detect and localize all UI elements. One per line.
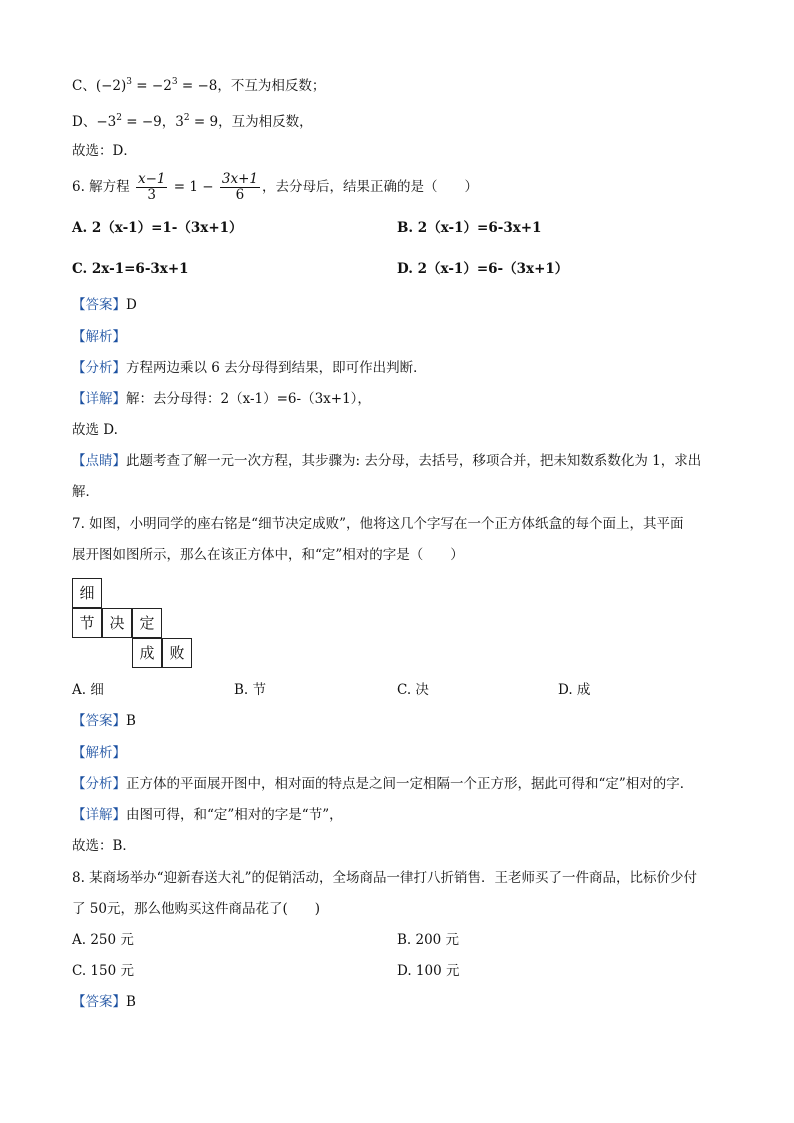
xiangjie-tag: 【详解】 [72,807,126,823]
answer-tag: 【答案】 [72,297,126,313]
dianjing-6 [72,451,701,471]
choose-line: 故选：D． [72,143,137,159]
cube-net-figure [72,578,194,668]
numerator: 3x+1 [221,171,258,187]
question-7-line2: 展开图如图所示，那么在该正方体中，和“定”相对的字是（ ） [72,547,464,563]
question-8-line1: 8. 某商场举办“迎新春送大礼”的促销活动，全场商品一律打八折销售．王老师买了一件商品，比标价少付 [72,870,697,886]
question-8-line2: 了 50元，那么他购买这件商品花了( ) [72,901,321,917]
q6-option-a[interactable]: A. 2（x-1）=1-（3x+1） [72,220,243,236]
math: = −2 [132,78,172,94]
answer-tag: 【答案】 [72,994,126,1010]
fraction [220,172,260,203]
analysis-tag-6: 【解析】 [72,329,126,345]
analysis-tag-7: 【解析】 [72,745,126,761]
text: ，去分母后，结果正确的是（ ） [261,179,478,195]
xiangjie-tag: 【详解】 [72,391,126,407]
math: (−2) [95,78,127,94]
answer-value: B [126,713,136,729]
xiangjie-7 [72,805,343,825]
exponent: 3 [126,77,133,87]
fenxi-tag: 【分析】 [72,776,126,792]
q8-option-c[interactable]: C. 150 元 [72,963,134,979]
fraction [136,172,168,203]
net-cell-cheng: 成 [132,638,162,668]
fenxi-6 [72,358,427,378]
text: C、 [72,78,96,94]
q7-option-d[interactable]: D. 成 [558,682,591,698]
answer-tag: 【答案】 [72,713,126,729]
dianjing-6-cont: 解． [72,484,99,500]
choose-line: 故选：B． [72,838,136,854]
q8-option-a[interactable]: A. 250 元 [72,932,134,948]
answer-7 [72,711,136,731]
net-cell-jue: 决 [102,608,132,638]
math: D、−3 [72,114,117,130]
denominator: 3 [147,187,157,203]
fenxi-7 [72,774,693,794]
q8-option-b[interactable]: B. 200 元 [397,932,460,948]
xiangjie-text: 解：去分母得：2（x-1）=6-（3x+1）， [126,391,371,407]
question-7-line1: 7. 如图，小明同学的座右铭是“细节决定成败”，他将这几个字写在一个正方体纸盒的每个面上，其平面 [72,516,684,532]
fenxi-tag: 【分析】 [72,360,126,376]
q6-option-c[interactable]: C. 2x-1=6-3x+1 [72,261,189,277]
answer-6 [72,295,137,315]
math: = −9，3 [121,114,184,130]
denominator: 6 [235,187,245,203]
dianjing-tag: 【点睛】 [72,453,126,469]
net-cell-bai: 败 [162,638,192,668]
text: 6. 解方程 [72,179,134,195]
option-d-explanation [72,108,313,132]
answer-value: D [126,297,137,313]
question-6 [72,170,478,204]
q7-option-a[interactable]: A. 细 [72,682,104,698]
xiangjie-6 [72,389,371,409]
net-cell-jie: 节 [72,608,102,638]
xiangjie-text: 由图可得，和“定”相对的字是“节”， [126,807,343,823]
option-c-explanation [72,72,325,96]
exponent: 2 [116,113,122,123]
choose-line: 故选 D. [72,422,118,438]
dianjing-text: 此题考查了解一元一次方程，其步骤为: 去分母，去括号，移项合并，把未知数系数化为 1，求出 [126,453,702,469]
net-cell-xi: 细 [72,578,102,608]
exponent: 3 [171,77,178,87]
q6-option-d[interactable]: D. 2（x-1）=6-（3x+1） [397,261,569,277]
text: = 9，互为相反数， [189,114,313,130]
exponent: 2 [183,113,190,123]
answer-8 [72,992,136,1012]
math: = 1 − [169,179,218,195]
q6-option-b[interactable]: B. 2（x-1）=6-3x+1 [397,220,542,236]
text: = −8，不互为相反数； [177,78,326,94]
fenxi-text: 正方体的平面展开图中，相对面的特点是之间一定相隔一个正方形，据此可得和“定”相对的字． [126,776,694,792]
q8-option-d[interactable]: D. 100 元 [397,963,460,979]
q7-option-b[interactable]: B. 节 [234,682,267,698]
q7-option-c[interactable]: C. 决 [397,682,429,698]
net-cell-ding: 定 [132,608,162,638]
fenxi-text: 方程两边乘以 6 去分母得到结果，即可作出判断． [126,360,427,376]
answer-value: B [126,994,136,1010]
numerator: x−1 [137,171,166,187]
